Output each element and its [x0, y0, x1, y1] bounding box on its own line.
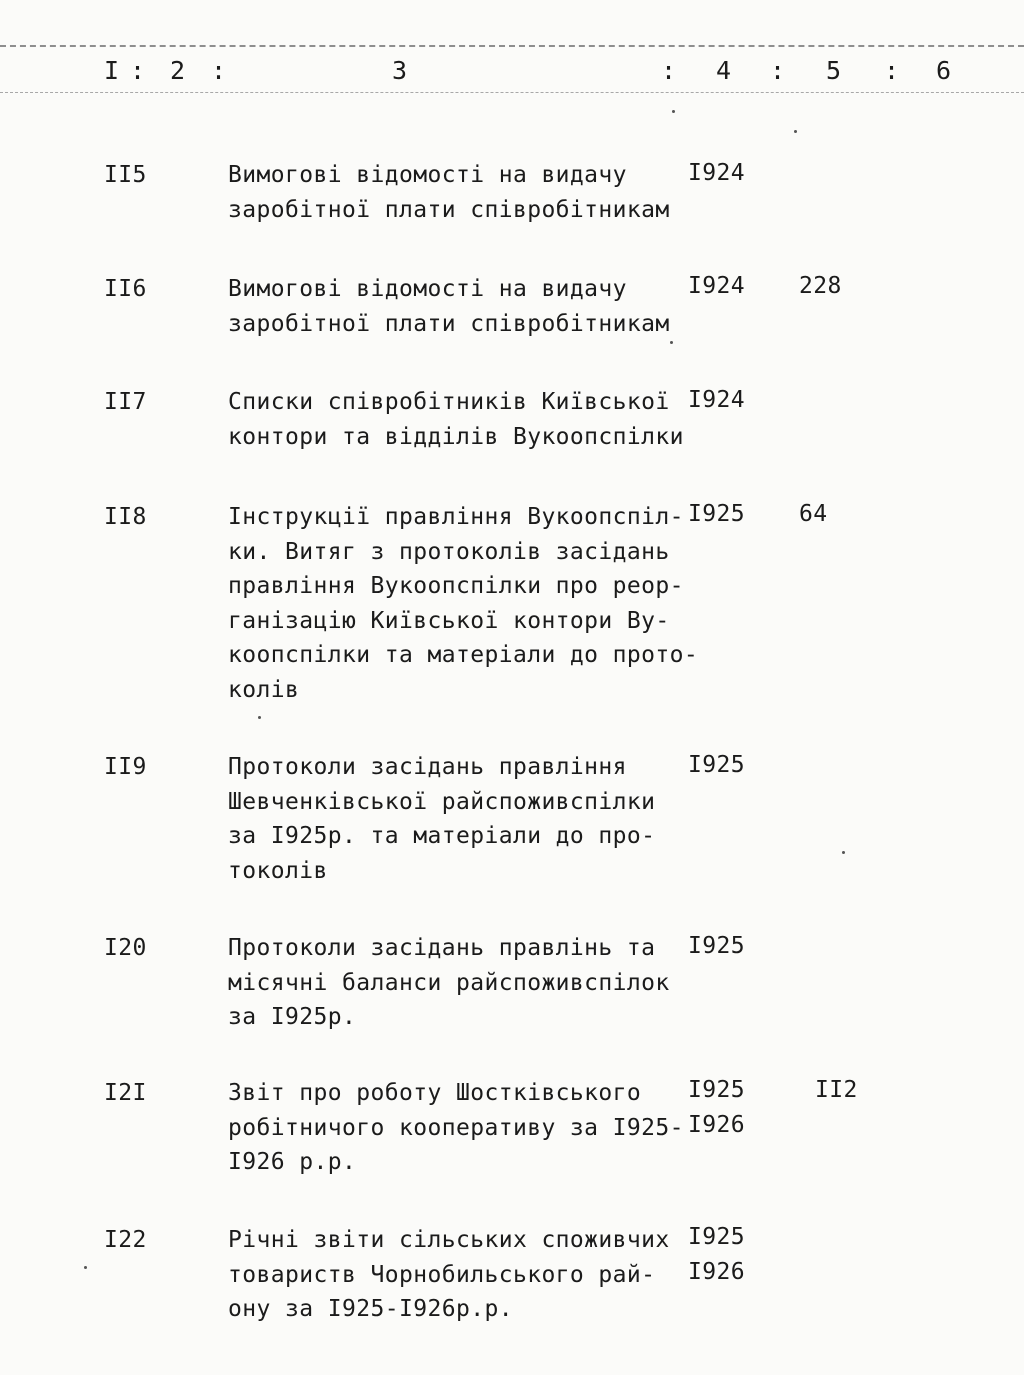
column-header-2: 2 — [170, 56, 186, 85]
record-dates: I925 I926 — [688, 1224, 745, 1285]
column-separator: : — [770, 56, 786, 85]
header-top-rule — [0, 45, 1024, 47]
record-number: II8 — [104, 504, 147, 530]
record-dates: I925 — [688, 752, 745, 778]
record-dates: I925 I926 — [688, 1077, 745, 1138]
record-dates: I924 — [688, 387, 745, 413]
record-number: I2I — [104, 1080, 147, 1106]
column-header-3: 3 — [392, 56, 408, 85]
column-separator: : — [211, 56, 227, 85]
record-number: I22 — [104, 1227, 147, 1253]
record-number: II7 — [104, 389, 147, 415]
record-title: Звіт про роботу Шостківського робітничого кооперативу за I925- I926 р.р. — [228, 1080, 684, 1175]
record-sheets: 228 — [799, 273, 842, 299]
record-title: Вимогові відомості на видачу заробітної плати співробітникам — [228, 162, 670, 223]
record-dates: I925 — [688, 933, 745, 959]
record-dates: I924 — [688, 273, 745, 299]
record-title: Протоколи засідань правління Шевченківської райспоживспілки за I925р. та матеріали до про- токолів — [228, 754, 656, 884]
paper-speck — [672, 110, 675, 113]
column-header-6: 6 — [936, 56, 952, 85]
header-bottom-rule — [0, 92, 1024, 93]
paper-speck — [842, 851, 845, 854]
paper-speck — [670, 341, 673, 344]
column-header-5: 5 — [826, 56, 842, 85]
paper-speck — [258, 716, 261, 719]
record-number: II6 — [104, 276, 147, 302]
column-separator: : — [661, 56, 677, 85]
column-header-1: I — [104, 56, 120, 85]
record-number: I20 — [104, 935, 147, 961]
column-header-4: 4 — [716, 56, 732, 85]
record-dates: I924 — [688, 160, 745, 186]
paper-speck — [84, 1266, 87, 1269]
record-sheets: II2 — [815, 1077, 858, 1103]
record-title: Інструкції правління Вукоопспіл- ки. Витяг з протоколів засідань правління Вукоопспілки про реор- ганізацію Київської контори Ву- коопспілки та матеріали до прото- колів — [228, 504, 699, 703]
record-number: II9 — [104, 754, 147, 780]
column-separator: : — [884, 56, 900, 85]
record-number: II5 — [104, 162, 147, 188]
record-title: Річні звіти сільських споживчих товариств Чорнобильського рай- ону за I925-I926р.р. — [228, 1227, 670, 1322]
record-title: Вимогові відомості на видачу заробітної плати співробітникам — [228, 276, 670, 337]
column-separator: : — [130, 56, 146, 85]
record-sheets: 64 — [799, 501, 828, 527]
record-title: Протоколи засідань правлінь та місячні баланси райспоживспілок за I925р. — [228, 935, 670, 1030]
paper-speck — [794, 130, 797, 133]
record-title: Списки співробітників Київської контори та відділів Вукоопспілки — [228, 389, 684, 450]
record-dates: I925 — [688, 501, 745, 527]
